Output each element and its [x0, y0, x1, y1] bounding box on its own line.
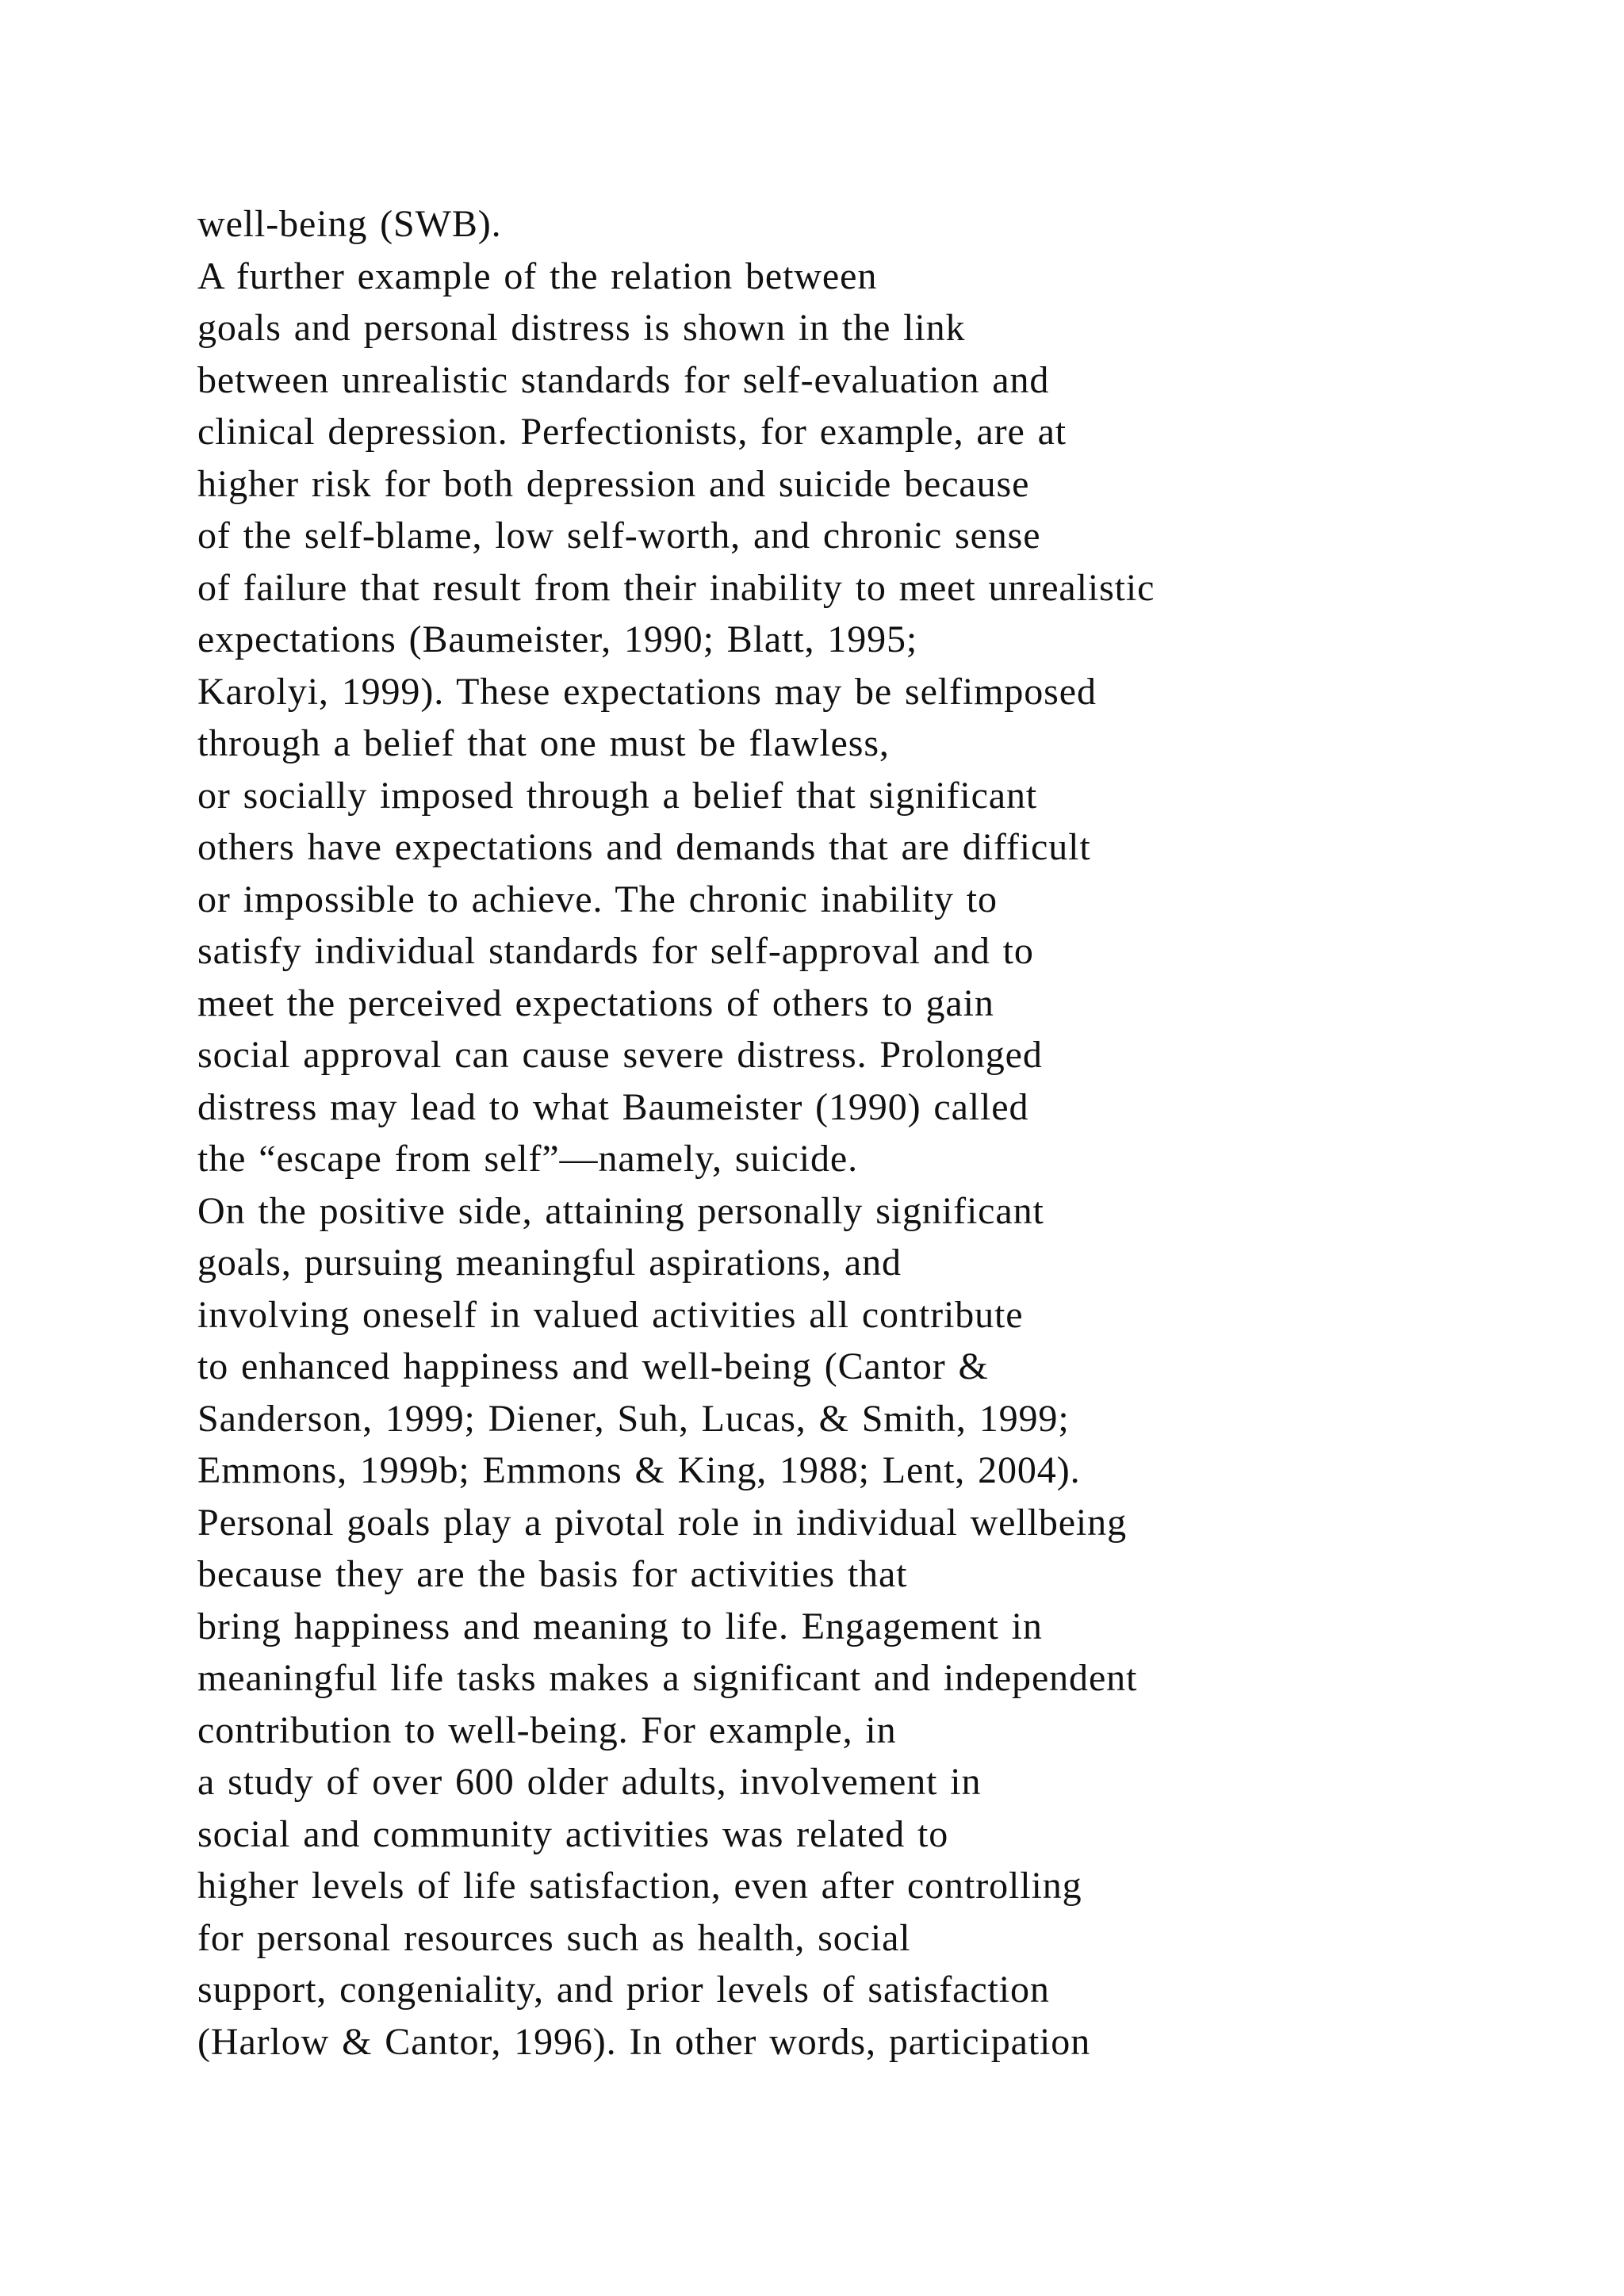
text-line: meaningful life tasks makes a significant and independent — [197, 1657, 1138, 1699]
text-line: social approval can cause severe distress. Prolonged — [197, 1034, 1043, 1076]
text-line: distress may lead to what Baumeister (1990) called — [197, 1085, 1029, 1128]
text-line: through a belief that one must be flawless, — [197, 722, 890, 764]
text-line: goals, pursuing meaningful aspirations, and — [197, 1242, 902, 1284]
text-line: social and community activities was related to — [197, 1812, 949, 1855]
text-line: between unrealistic standards for self-evaluation and — [197, 358, 1050, 401]
text-line: because they are the basis for activities that — [197, 1553, 908, 1595]
text-line: bring happiness and meaning to life. Engagement in — [197, 1605, 1043, 1647]
text-line: involving oneself in valued activities all contribute — [197, 1293, 1024, 1336]
text-line: higher risk for both depression and suicide because — [197, 462, 1030, 505]
text-line: On the positive side, attaining personally significant — [197, 1189, 1044, 1232]
text-line: clinical depression. Perfectionists, for example, are at — [197, 411, 1067, 453]
text-line: goals and personal distress is shown in the link — [197, 307, 966, 349]
text-line: meet the perceived expectations of others to gain — [197, 982, 994, 1024]
text-line: Karolyi, 1999). These expectations may be selfimposed — [197, 670, 1097, 713]
text-line: A further example of the relation between — [197, 254, 878, 297]
text-line: for personal resources such as health, social — [197, 1916, 911, 1959]
text-line: of the self-blame, low self-worth, and chronic sense — [197, 515, 1041, 557]
text-line: contribution to well-being. For example, in — [197, 1709, 897, 1751]
text-line: to enhanced happiness and well-being (Cantor & — [197, 1345, 989, 1387]
text-line: the “escape from self”—namely, suicide. — [197, 1138, 858, 1180]
text-line: (Harlow & Cantor, 1996). In other words, participation — [197, 2020, 1091, 2063]
text-line: support, congeniality, and prior levels of satisfaction — [197, 1969, 1050, 2011]
text-line: or socially imposed through a belief that significant — [197, 774, 1038, 817]
text-line: Sanderson, 1999; Diener, Suh, Lucas, & Smith, 1999; — [197, 1397, 1070, 1440]
text-line: Personal goals play a pivotal role in individual wellbeing — [197, 1501, 1127, 1544]
document-text — [197, 198, 1593, 2068]
text-line: others have expectations and demands that are difficult — [197, 826, 1091, 868]
text-line: expectations (Baumeister, 1990; Blatt, 1995; — [197, 618, 918, 660]
text-line: well-being (SWB). — [197, 203, 502, 245]
text-line: satisfy individual standards for self-approval and to — [197, 930, 1034, 972]
text-line: higher levels of life satisfaction, even after controlling — [197, 1865, 1082, 1907]
text-line: of failure that result from their inability to meet unrealistic — [197, 566, 1155, 609]
text-line: Emmons, 1999b; Emmons & King, 1988; Lent, 2004). — [197, 1449, 1081, 1491]
text-line: a study of over 600 older adults, involvement in — [197, 1761, 982, 1803]
text-line: or impossible to achieve. The chronic inability to — [197, 878, 998, 920]
